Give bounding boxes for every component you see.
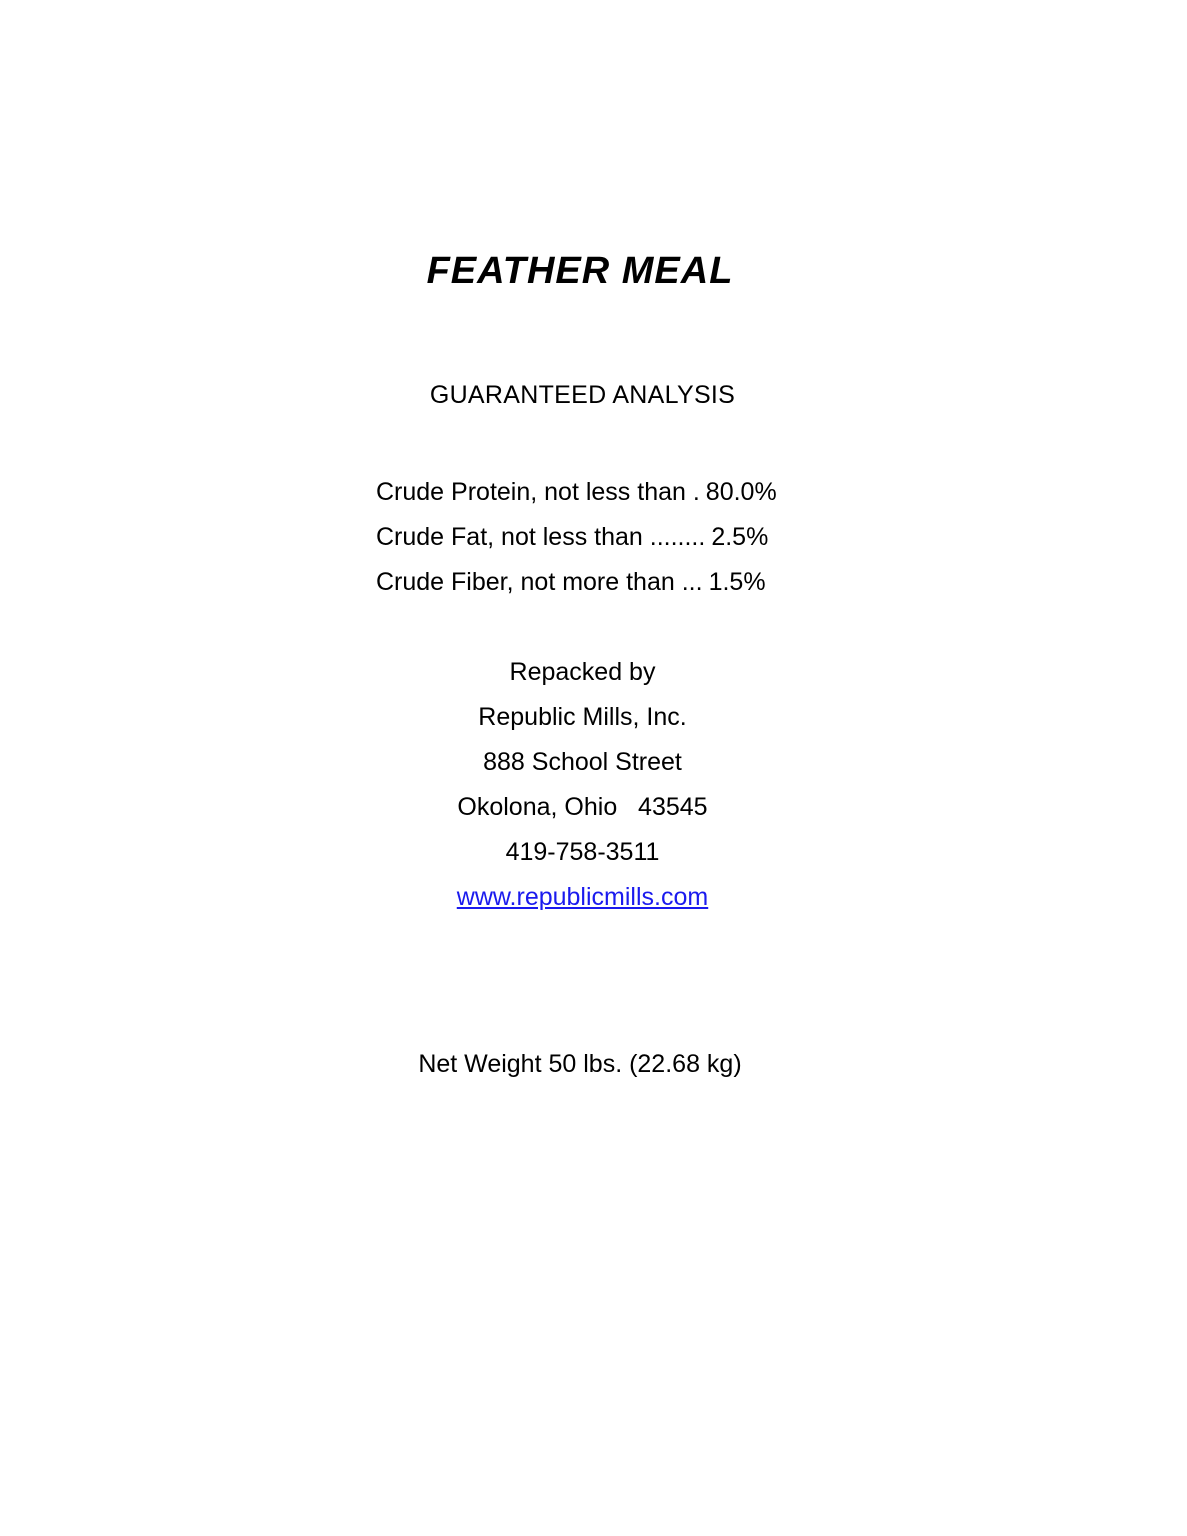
guaranteed-analysis-list — [376, 470, 836, 605]
analysis-label: Crude Fiber, not more than ... — [376, 568, 703, 596]
analysis-label: Crude Fat, not less than ........ — [376, 523, 706, 551]
company-name: Republic Mills, Inc. — [478, 703, 687, 731]
analysis-label: Crude Protein, not less than . — [376, 478, 700, 506]
analysis-row — [376, 560, 836, 605]
website-line — [0, 875, 1165, 920]
net-weight-text: Net Weight 50 lbs. (22.68 kg) — [418, 1050, 742, 1078]
page-title: FEATHER MEAL — [426, 250, 734, 292]
repacked-by-label: Repacked by — [509, 658, 656, 686]
analysis-row — [376, 515, 836, 560]
analysis-value: 2.5% — [711, 523, 769, 551]
analysis-value: 80.0% — [705, 478, 777, 506]
analysis-row — [376, 470, 836, 515]
street-address: 888 School Street — [483, 748, 682, 776]
phone-number: 419-758-3511 — [505, 838, 660, 866]
website-link[interactable]: www.republicmills.com — [456, 883, 709, 911]
analysis-value: 1.5% — [708, 568, 766, 596]
section-heading-guaranteed-analysis: GUARANTEED ANALYSIS — [429, 381, 736, 409]
city-state-zip: Okolona, Ohio 43545 — [457, 793, 708, 821]
manufacturer-address-block — [0, 650, 1165, 920]
